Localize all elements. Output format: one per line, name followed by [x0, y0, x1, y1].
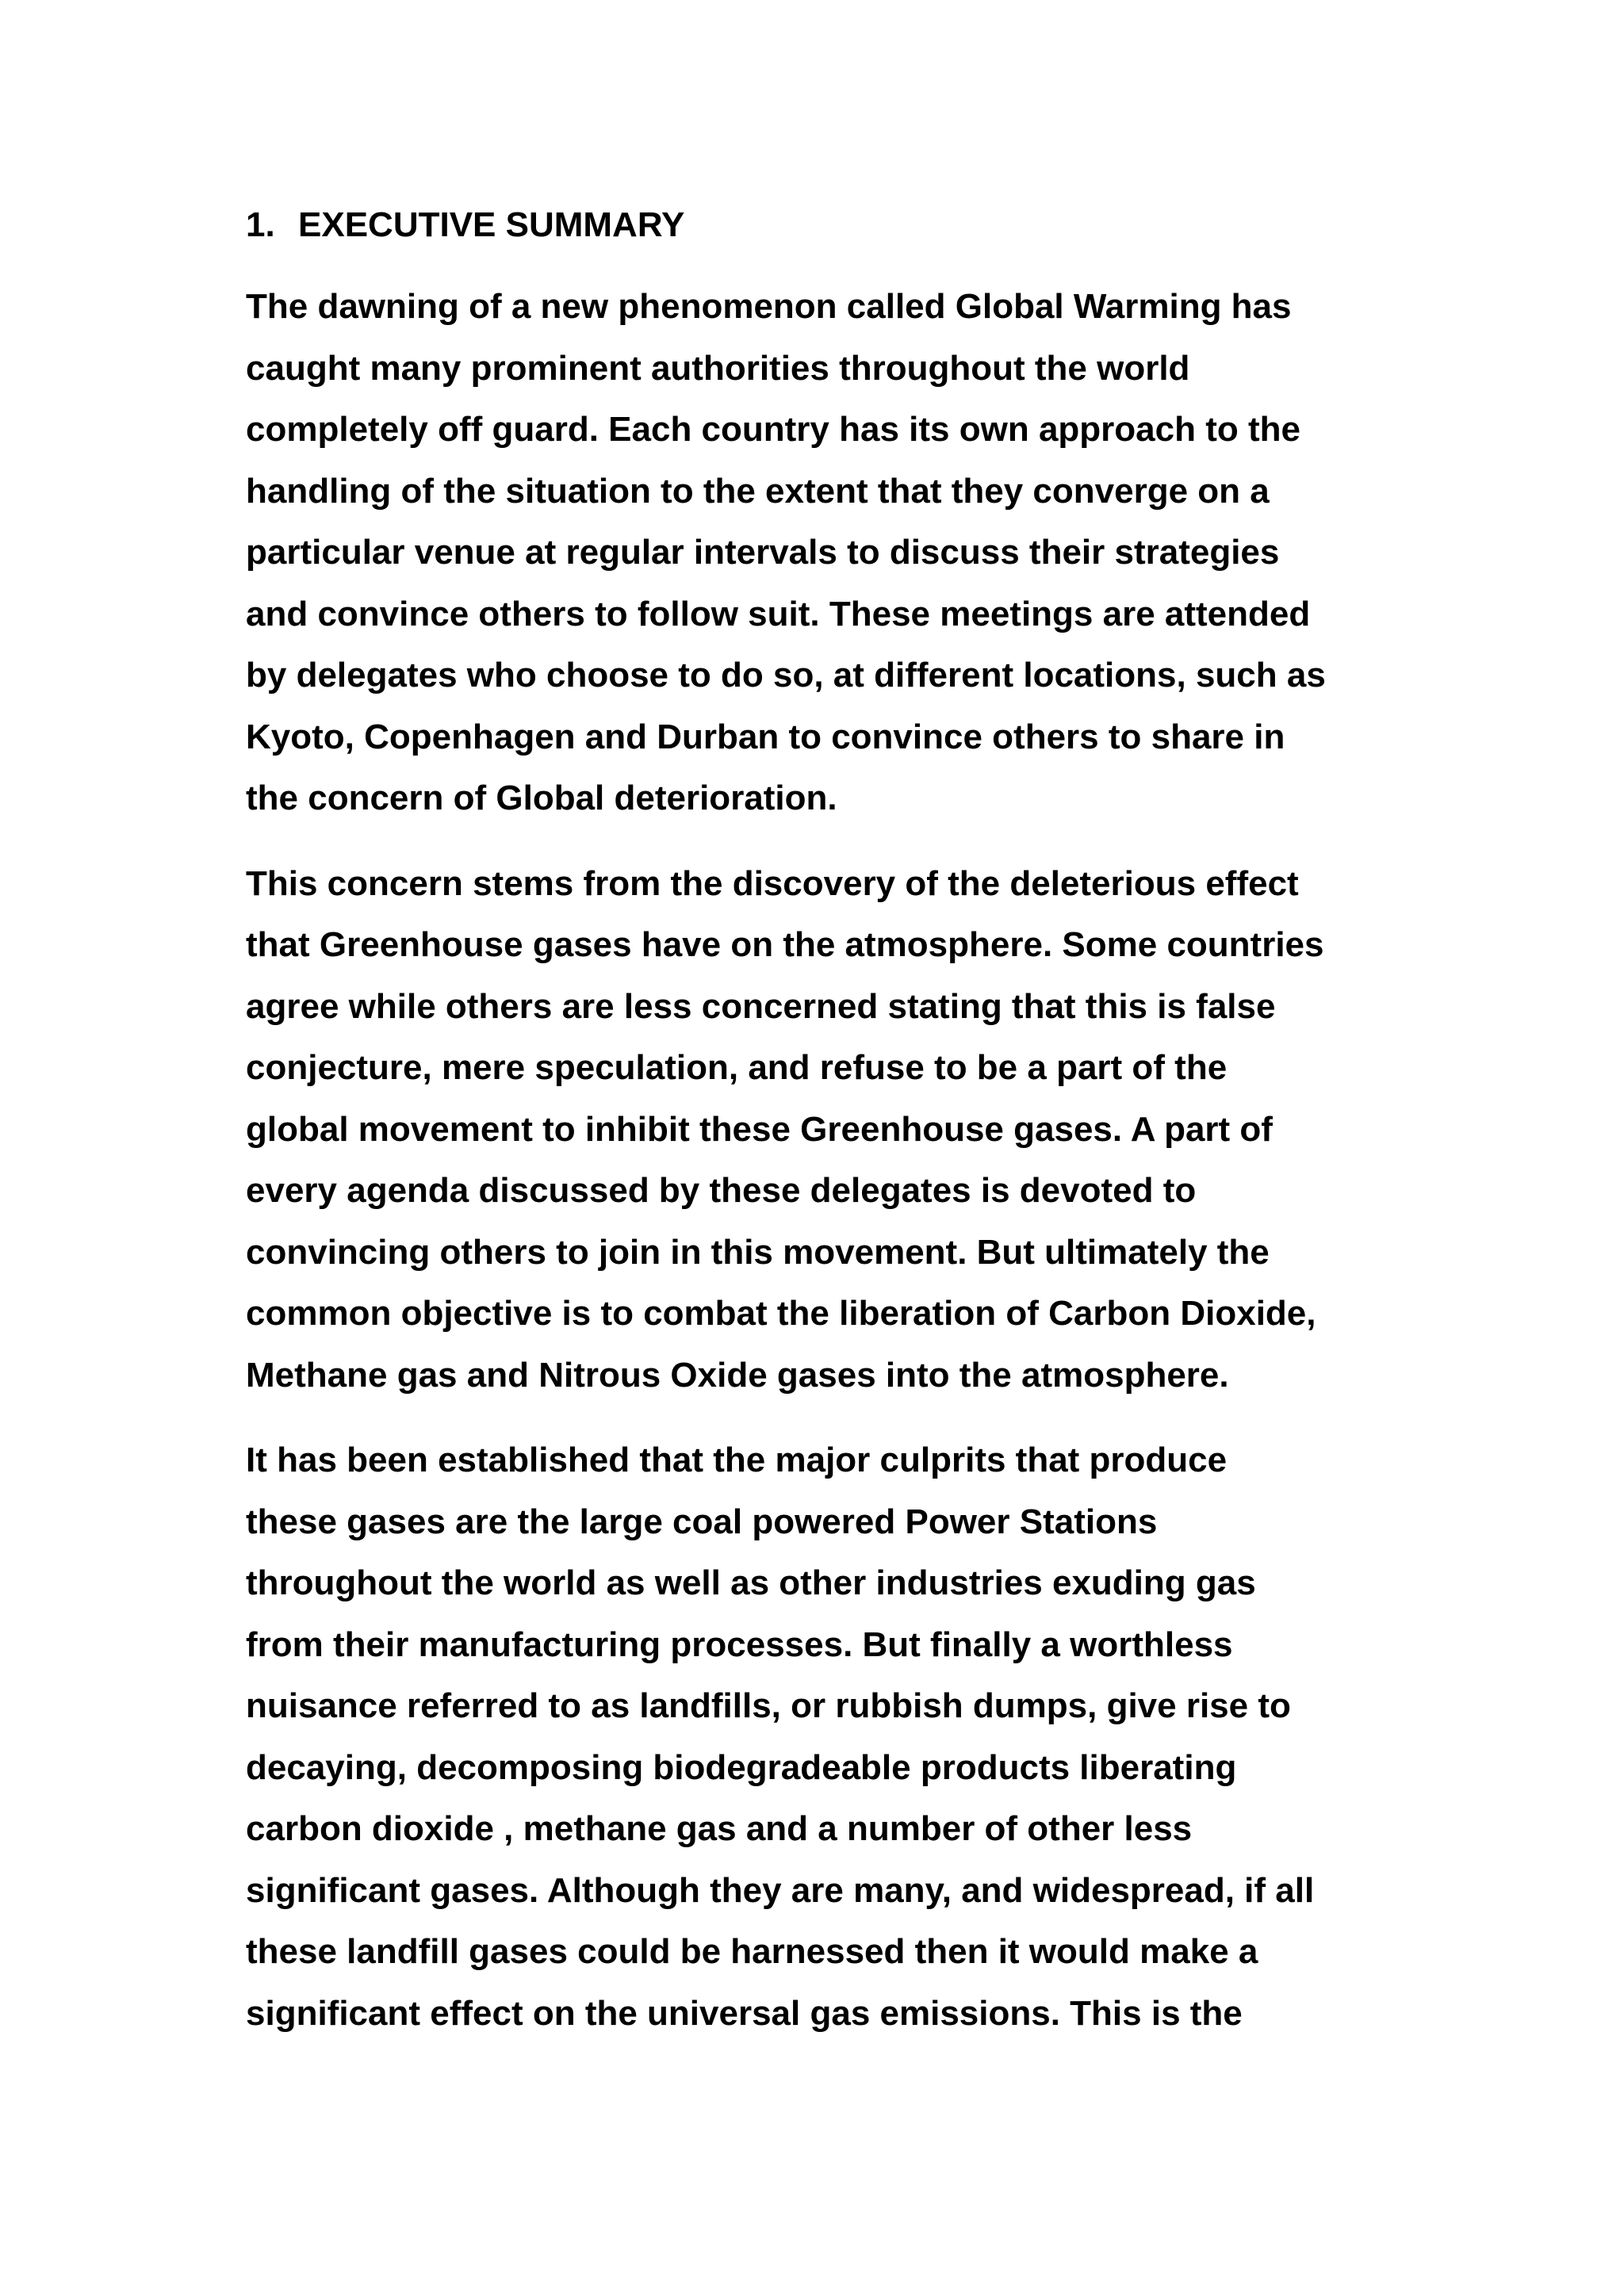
paragraph-line: The dawning of a new phenomenon called Global Warming has — [246, 287, 1292, 326]
section-number: 1. — [246, 205, 275, 244]
paragraph-line: nuisance referred to as landfills, or rubbish dumps, give rise to — [246, 1686, 1291, 1725]
paragraph-line: that Greenhouse gases have on the atmosphere. Some countries — [246, 925, 1324, 964]
paragraph-line: It has been established that the major culprits that produce — [246, 1441, 1228, 1479]
paragraph-line: significant gases. Although they are many, and widespread, if all — [246, 1870, 1315, 1910]
paragraph-line: common objective is to combat the liberation of Carbon Dioxide, — [246, 1294, 1316, 1333]
paragraph-line: particular venue at regular intervals to discuss their strategies — [246, 533, 1280, 572]
paragraph-line: This concern stems from the discovery of the deleterious effect — [246, 863, 1299, 903]
section-heading — [246, 197, 1435, 254]
paragraph-line: handling of the situation to the extent that they converge on a — [246, 471, 1270, 511]
paragraph-line: convincing others to join in this movement. But ultimately the — [246, 1232, 1270, 1272]
paragraph-line: completely off guard. Each country has its own approach to the — [246, 410, 1300, 449]
paragraph-line: throughout the world as well as other industries exuding gas — [246, 1563, 1256, 1602]
paragraph-line: Kyoto, Copenhagen and Durban to convince others to share in — [246, 717, 1285, 756]
paragraph-line: significant effect on the universal gas emissions. This is the — [246, 1993, 1243, 2033]
paragraph-1 — [246, 276, 1435, 829]
document-body — [246, 197, 1435, 2068]
paragraph-line: global movement to inhibit these Greenhouse gases. A part of — [246, 1109, 1273, 1149]
paragraph-line: caught many prominent authorities throughout the world — [246, 348, 1190, 388]
paragraph-2 — [246, 853, 1435, 1406]
paragraph-line: by delegates who choose to do so, at different locations, such as — [246, 656, 1326, 695]
paragraph-line: Methane gas and Nitrous Oxide gases into the atmosphere. — [246, 1355, 1229, 1395]
paragraph-line: and convince others to follow suit. These meetings are attended — [246, 594, 1311, 633]
paragraph-line: the concern of Global deterioration. — [246, 779, 837, 817]
paragraph-line: conjecture, mere speculation, and refuse to be a part of the — [246, 1048, 1228, 1087]
paragraph-line: carbon dioxide , methane gas and a number of other less — [246, 1809, 1193, 1848]
paragraph-line: these gases are the large coal powered Power Stations — [246, 1502, 1158, 1541]
paragraph-line: decaying, decomposing biodegradeable products liberating — [246, 1747, 1237, 1787]
section-title: EXECUTIVE SUMMARY — [298, 205, 685, 244]
paragraph-line: from their manufacturing processes. But finally a worthless — [246, 1624, 1233, 1664]
paragraph-3 — [246, 1429, 1435, 2044]
paragraph-line: these landfill gases could be harnessed then it would make a — [246, 1932, 1258, 1971]
paragraph-line: every agenda discussed by these delegates is devoted to — [246, 1171, 1197, 1210]
paragraph-line: agree while others are less concerned stating that this is false — [246, 986, 1276, 1026]
